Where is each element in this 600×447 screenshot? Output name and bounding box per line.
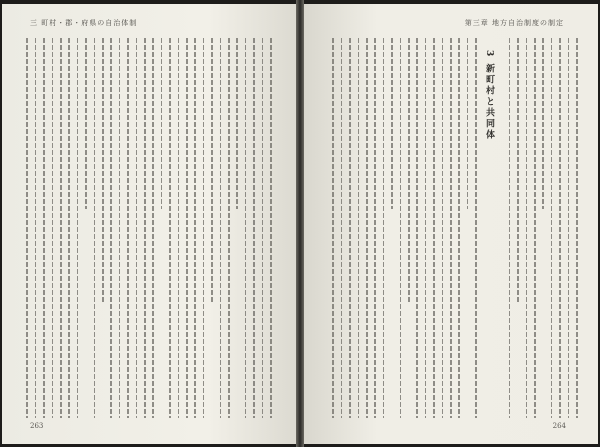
text-line — [526, 38, 528, 418]
left-running-head: 三 町村・郡・府県の自治体制 — [30, 19, 138, 27]
text-line — [262, 38, 264, 418]
text-line — [341, 38, 343, 418]
text-line — [43, 38, 45, 418]
text-line — [568, 38, 570, 418]
text-line — [161, 38, 163, 209]
text-line — [194, 38, 196, 418]
text-line — [144, 38, 146, 418]
text-line — [169, 38, 171, 418]
text-line — [119, 38, 121, 418]
text-line — [26, 38, 28, 418]
section-title: 3 新町村と共同体 — [484, 50, 494, 141]
text-line — [77, 38, 79, 418]
text-line — [349, 38, 351, 418]
text-line — [203, 38, 205, 418]
text-line — [236, 38, 238, 209]
text-line — [127, 38, 129, 418]
text-line — [467, 38, 469, 209]
left-page — [2, 4, 296, 444]
text-line — [534, 38, 536, 418]
text-line — [551, 38, 553, 418]
text-line — [400, 38, 402, 418]
text-line — [559, 38, 561, 418]
text-line — [178, 38, 180, 418]
right-running-head: 第三章 地方自治制度の制定 — [464, 19, 564, 27]
text-line — [253, 38, 255, 418]
text-line — [332, 38, 334, 418]
text-line — [366, 38, 368, 418]
text-line — [186, 38, 188, 418]
book-gutter — [296, 0, 304, 447]
text-line — [60, 38, 62, 418]
text-line — [35, 38, 37, 418]
text-line — [136, 38, 138, 418]
text-line — [220, 38, 222, 418]
text-line — [542, 38, 544, 209]
text-line — [358, 38, 360, 418]
text-line — [576, 38, 578, 418]
text-line — [408, 38, 410, 304]
text-line — [110, 38, 112, 418]
text-line — [442, 38, 444, 418]
text-line — [416, 38, 418, 418]
text-line — [374, 38, 376, 418]
right-page — [304, 4, 598, 444]
text-line — [458, 38, 460, 418]
text-line — [52, 38, 54, 418]
text-line — [475, 38, 477, 418]
text-line — [228, 38, 230, 418]
text-line — [383, 38, 385, 418]
right-page-number: 264 — [552, 422, 566, 430]
text-line — [425, 38, 427, 418]
text-line — [517, 38, 519, 304]
left-page-number: 263 — [30, 422, 44, 430]
text-line — [391, 38, 393, 209]
text-line — [245, 38, 247, 418]
text-line — [94, 38, 96, 418]
text-line — [450, 38, 452, 418]
text-line — [85, 38, 87, 209]
text-line — [509, 38, 511, 418]
text-line — [211, 38, 213, 304]
text-line — [152, 38, 154, 418]
text-line — [433, 38, 435, 418]
text-line — [68, 38, 70, 418]
text-line — [270, 38, 272, 418]
text-line — [102, 38, 104, 304]
